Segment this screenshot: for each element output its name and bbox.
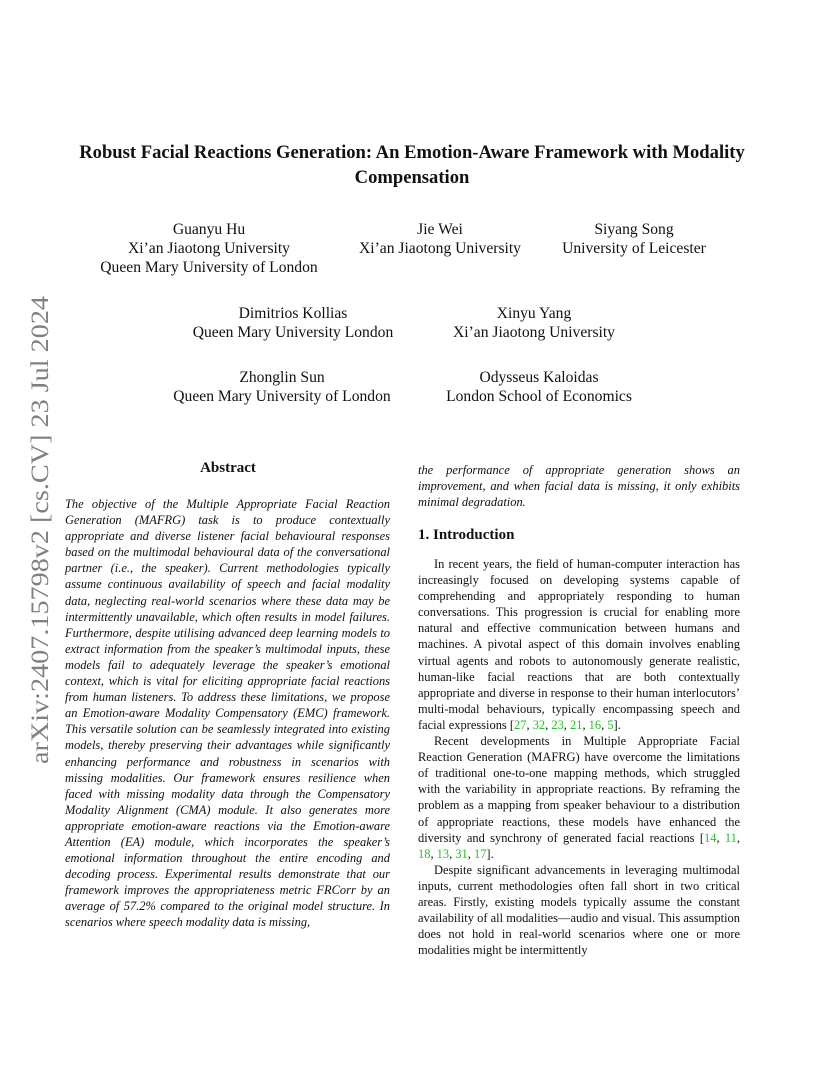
author-block-song — [550, 220, 718, 258]
author-block-wei — [350, 220, 530, 258]
intro-paragraph-1: In recent years, the field of human-computer interaction has increasingly focused on developing systems capable of comprehending and appropriately responding to human conversations. This progression is crucial for enabling more natural and effective communication between humans and machines. A pivotal aspect of this domain involves enabling virtual agents and robots to autonomously generate realistic, human-like facial reactions that are both contextually appropriate and diverse in response to their human interlocutors’ multi-modal behaviours, typically encompassing speech and facial expressions [27, 32, 23, 21, 16, 5]. — [418, 557, 740, 732]
abstract-heading: Abstract — [200, 460, 256, 476]
intro-paragraph-2: Recent developments in Multiple Appropriate Facial Reaction Generation (MAFRG) have overcome the limitations of traditional one-to-one mapping methods, which struggled with the variability in appropriate reactions. By reframing the problem as a mapping from speaker behaviour to a distribution of appropriate reactions, these models have enhanced the diversity and synchrony of generated facial reactions [14, 11, 18, 13, 31, 17]. — [418, 734, 741, 861]
abstract-body: The objective of the Multiple Appropriate Facial Reaction Generation (MAFRG) task is to produce contextually appropriate and diverse listener facial behavioural responses based on the multimodal behavioural data of the conversational partner (i.e., the speaker). Current methodologies typically assume continuous availability of speech and facial modality data, neglecting real-world scenarios where these data may be intermittently unavailable, which often results in model failures. Furthermore, despite utilising advanced deep learning models to extract information from the speaker’s multimodal inputs, these models fail to adequately leverage the speaker’s emotional context, which is vital for eliciting appropriate facial reactions from human listeners. To address these limitations, we propose an Emotion-aware Modality Compensatory (EMC) framework. This versatile solution can be seamlessly integrated into existing models, thereby preserving their advantages while significantly enhancing performance and robustness in scenarios with missing modalities. Our framework ensures resilience when faced with missing modality data through the Compensatory Modality Alignment (CMA) module. It also generates more appropriate emotion-aware reactions via the Emotion-aware Attention (EA) module, which incorporates the speaker’s emotional information throughout the entire encoding and decoding process. Experimental results demonstrate that our framework improves the appropriateness metric FRCorr by an average of 57.2% compared to the original model structure. In scenarios where speech modality data is missing, — [65, 497, 390, 930]
citation-link[interactable]: 23 — [551, 717, 564, 732]
author-affiliation: Queen Mary University London — [192, 324, 394, 341]
paragraph-end: . — [617, 717, 621, 732]
paper-title: Robust Facial Reactions Generation: An Emotion-Aware Framework with Modality Compensation — [79, 142, 745, 188]
author-block-sun — [160, 368, 404, 406]
author-affiliation: University of Leicester — [562, 240, 706, 257]
author-block-yang — [438, 304, 630, 342]
paragraph-end: . — [490, 846, 494, 861]
citation-link[interactable]: 18 — [418, 846, 431, 861]
citation-link[interactable]: 32 — [532, 717, 546, 732]
author-block-kaloidas — [432, 368, 646, 406]
author-name: Dimitrios Kollias — [238, 305, 348, 322]
author-affiliation: London School of Economics — [446, 388, 632, 405]
author-affiliation: Queen Mary University of London — [100, 259, 318, 276]
abstract-continuation: the performance of appropriate generation shows an improvement, and when facial data is missing, it only exhibits minimal degradation. — [418, 463, 740, 510]
author-name: Xinyu Yang — [496, 305, 572, 322]
author-block-hu — [82, 220, 336, 277]
author-affiliation: Xi’an Jiaotong University — [359, 240, 521, 257]
author-name: Jie Wei — [417, 221, 463, 238]
paragraph-text: Recent developments in Multiple Appropriate Facial Reaction Generation (MAFRG) have overcome the limitations of traditional one-to-one mapping methods, which struggled with the variability in appropriate reactions. By reframing the problem as a mapping from speaker behaviour to a distribution of appropriate reactions, these models have enhanced the diversity and synchrony of generated facial reactions — [418, 734, 740, 845]
citation-link[interactable]: 14 — [704, 830, 717, 845]
introduction-body — [418, 556, 740, 958]
paragraph-text: In recent years, the field of human-computer interaction has increasingly focused on developing systems capable of comprehending and appropriately responding to human conversations. This progression is crucial for enabling more natural and effective communication between humans and machines. A pivotal aspect of this domain involves enabling virtual agents and robots to autonomously generate realistic, human-like facial reactions that are both contextually appropriate and diverse in response to their human interlocutors’ multi-modal behaviours, typically encompassing speech and facial expressions — [418, 557, 740, 732]
author-affiliation: Xi’an Jiaotong University — [128, 240, 290, 257]
citation-link[interactable]: 13 — [436, 846, 450, 861]
author-name: Siyang Song — [594, 221, 674, 238]
author-name: Zhonglin Sun — [239, 369, 325, 386]
citation-link[interactable]: 5 — [607, 717, 614, 732]
author-name: Guanyu Hu — [172, 221, 246, 238]
introduction-heading: 1. Introduction — [418, 527, 515, 543]
author-name: Odysseus Kaloidas — [479, 369, 599, 386]
author-block-kollias — [176, 304, 410, 342]
citation-link[interactable]: 21 — [570, 717, 583, 732]
arxiv-stamp-text: arXiv:2407.15798v2 [cs.CV] 23 Jul 2024 — [25, 340, 54, 764]
author-affiliation: Xi’an Jiaotong University — [453, 324, 615, 341]
intro-paragraph-3: Despite significant advancements in leveraging multimodal inputs, current methodologies often fall short in two critical areas. Firstly, existing models typically assume the constant availability of all modalities—audio and visual. This assumption does not hold in real-world scenarios where one or more modalities might be intermittently — [418, 862, 740, 958]
citation-link[interactable]: 31 — [455, 846, 468, 861]
citation-link[interactable]: 17 — [473, 846, 487, 861]
citation-link[interactable]: 16 — [588, 717, 602, 732]
citation-link[interactable]: 27 — [514, 717, 527, 732]
author-affiliation: Queen Mary University of London — [173, 388, 391, 405]
arxiv-stamp — [18, 296, 58, 764]
citation-link[interactable]: 11 — [724, 830, 737, 845]
